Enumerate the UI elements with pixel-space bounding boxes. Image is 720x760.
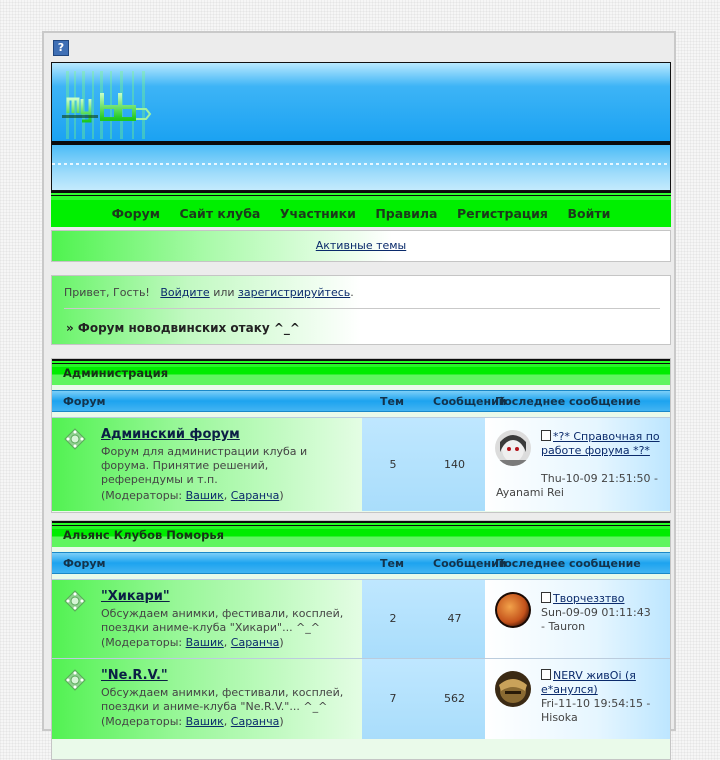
- col-last: Последнее сообщение: [495, 395, 641, 408]
- user-avatar[interactable]: [495, 671, 531, 707]
- main-nav: [51, 191, 671, 227]
- last-post: [541, 592, 661, 606]
- posts-count: 47: [424, 580, 486, 658]
- last-post-cell: [485, 659, 670, 739]
- banner-dots: [52, 163, 670, 165]
- moderator-link[interactable]: Вашик: [185, 489, 224, 502]
- moderator-link[interactable]: Саранча: [230, 715, 280, 728]
- last-post-link[interactable]: NERV живOi (я е*анулся): [541, 669, 636, 696]
- user-avatar[interactable]: [495, 592, 531, 628]
- page-frame: [42, 31, 676, 731]
- last-post-author[interactable]: Hisoka: [541, 711, 578, 724]
- greeting-dot: .: [350, 286, 354, 299]
- nav-club-site[interactable]: Сайт клуба: [179, 206, 261, 221]
- moderators-close: ): [279, 636, 284, 649]
- category-header: [52, 359, 670, 385]
- greeting-or: или: [213, 286, 235, 299]
- nav-members[interactable]: Участники: [279, 206, 356, 221]
- document-icon: [541, 592, 551, 603]
- register-link[interactable]: зарегистрируйтесь: [238, 286, 351, 299]
- forum-row: [52, 658, 670, 739]
- last-post-author[interactable]: Ayanami Rei: [496, 486, 564, 499]
- col-forum: Форум: [63, 395, 106, 408]
- greeting-divider: [64, 308, 660, 309]
- active-topics-bar: [51, 230, 671, 262]
- last-post-date: Sun-09-09 01:11:43: [541, 606, 651, 619]
- forum-cell: [52, 418, 363, 511]
- breadcrumb[interactable]: » Форум новодвинских отаку ^_^: [66, 321, 300, 335]
- col-last: Последнее сообщение: [495, 557, 641, 570]
- moderators-label: (Модераторы:: [101, 715, 183, 728]
- forum-moderators: (Модераторы: Вашик, Саранча): [101, 489, 284, 502]
- col-topics: Тем: [380, 395, 404, 408]
- forum-description: Обсуждаем анимки, фестивали, косплей, поездки аниме-клуба "Хикари"... ^_^: [101, 607, 344, 634]
- nav-register[interactable]: Регистрация: [456, 206, 548, 221]
- moderator-link[interactable]: Саранча: [230, 636, 280, 649]
- greeting-line: [64, 286, 354, 299]
- last-post: [541, 669, 661, 697]
- banner-bottom: [52, 145, 670, 191]
- forum-row: [52, 579, 670, 658]
- category-title[interactable]: Администрация: [63, 366, 169, 380]
- moderators-label: (Модераторы:: [101, 636, 183, 649]
- forum-description: Обсуждаем анимки, фестивали, косплей, поездки и аниме-клуба "Ne.R.V."... ^_^: [101, 686, 344, 713]
- posts-count: 140: [424, 418, 486, 511]
- moderators-label: (Модераторы:: [101, 489, 183, 502]
- topics-count: 5: [362, 418, 425, 511]
- forum-moderators: (Модераторы: Вашик, Саранча): [101, 636, 284, 649]
- topics-count: 7: [362, 659, 425, 739]
- moderators-close: ): [279, 715, 284, 728]
- column-header: [52, 390, 670, 412]
- moderators-close: ): [279, 489, 284, 502]
- moderator-link[interactable]: Вашик: [185, 715, 224, 728]
- forum-title-link[interactable]: Админский форум: [101, 427, 240, 442]
- help-icon[interactable]: ?: [53, 40, 69, 56]
- forum-status-icon: [64, 590, 86, 612]
- last-post-cell: [485, 580, 670, 658]
- col-posts: Сообщений: [433, 395, 507, 408]
- last-post-date: Thu-10-09 21:51:50 -: [541, 472, 658, 485]
- moderator-link[interactable]: Саранча: [230, 489, 280, 502]
- document-icon: [541, 430, 551, 441]
- greeting-panel: [51, 275, 671, 345]
- greeting-text: Привет, Гость!: [64, 286, 150, 299]
- document-icon: [541, 669, 551, 680]
- nav-rules[interactable]: Правила: [375, 206, 438, 221]
- column-header: [52, 552, 670, 574]
- header-banner: [51, 62, 671, 191]
- login-link[interactable]: Войдите: [160, 286, 210, 299]
- forum-status-icon: [64, 428, 86, 450]
- forum-moderators: (Модераторы: Вашик, Саранча): [101, 715, 284, 728]
- user-avatar[interactable]: [495, 430, 531, 466]
- posts-count: 562: [424, 659, 486, 739]
- col-forum: Форум: [63, 557, 106, 570]
- moderator-link[interactable]: Вашик: [185, 636, 224, 649]
- last-post-link[interactable]: *?* Справочная по работе форума *?*: [541, 430, 660, 457]
- nav-forum[interactable]: Форум: [111, 206, 160, 221]
- topics-count: 2: [362, 580, 425, 658]
- last-post-cell: [485, 418, 670, 511]
- category-alliance: [51, 520, 671, 760]
- forum-cell: [52, 580, 363, 658]
- category-header: [52, 521, 670, 547]
- nav-login[interactable]: Войти: [567, 206, 611, 221]
- col-topics: Тем: [380, 557, 404, 570]
- category-title[interactable]: Альянс Клубов Поморья: [63, 528, 224, 542]
- forum-title-link[interactable]: "Ne.R.V.": [101, 668, 168, 683]
- last-post-author[interactable]: - Tauron: [541, 620, 586, 633]
- col-posts: Сообщений: [433, 557, 507, 570]
- mybb-logo[interactable]: [62, 71, 154, 139]
- forum-status-icon: [64, 669, 86, 691]
- active-topics-link[interactable]: Активные темы: [315, 239, 407, 252]
- forum-description: Форум для администрации клуба и форума. Принятие решений, референдумы и т.п.: [101, 445, 308, 486]
- category-administration: [51, 358, 671, 513]
- last-post-date: Fri-11-10 19:54:15 -: [541, 697, 651, 710]
- last-post-link[interactable]: Творчеззтво: [553, 592, 625, 605]
- last-post: [541, 430, 661, 458]
- forum-row: [52, 417, 670, 511]
- forum-title-link[interactable]: "Хикари": [101, 589, 170, 604]
- forum-cell: [52, 659, 363, 739]
